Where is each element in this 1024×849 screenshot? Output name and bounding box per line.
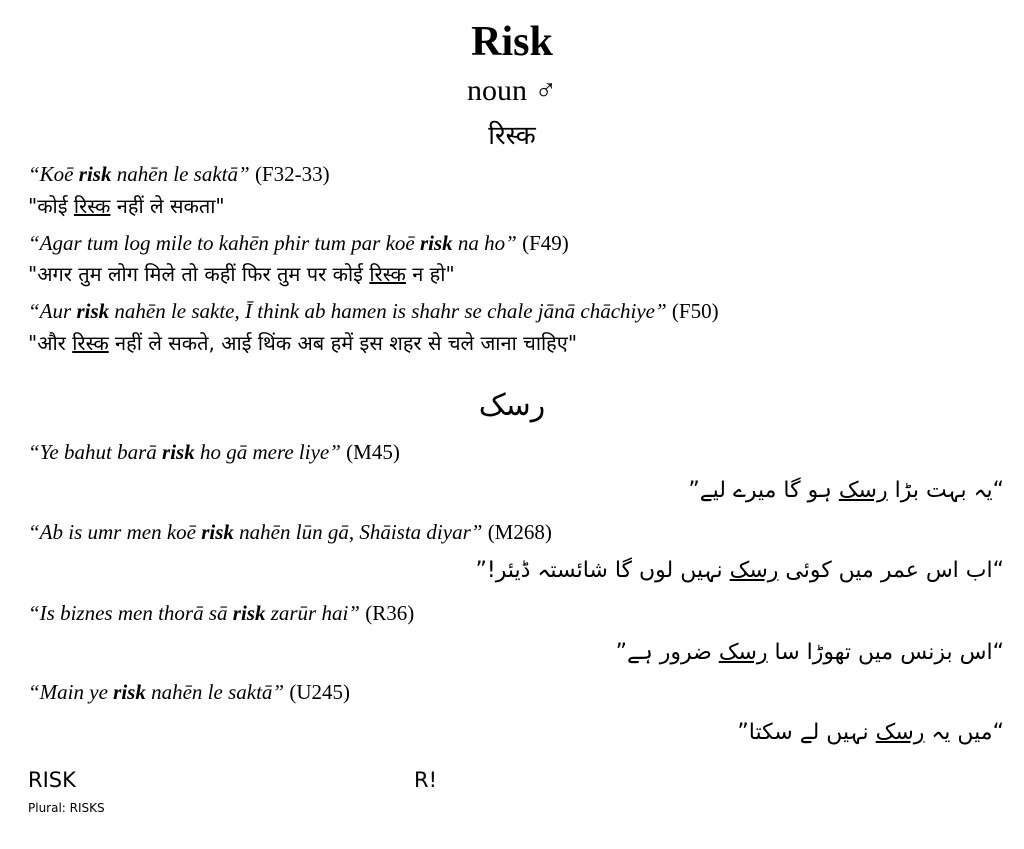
plural-label: Plural: RISKS bbox=[28, 801, 105, 815]
hindi-headword: रिस्क bbox=[488, 121, 536, 151]
gloss-label: RISK bbox=[28, 768, 76, 792]
example-roman-3: “Aur risk nahēn le sakte, Ī think ab hamen is shahr se chale jānā chāchiye” (F50) bbox=[28, 299, 719, 323]
example-urdu-2: “اب اس عمر میں کوئی رسک نہیں لوں گا شائستہ ڈیئر!” bbox=[475, 558, 1004, 583]
example-roman-4: “Ye bahut barā risk ho gā mere liye” (M45) bbox=[28, 440, 400, 464]
headword: Risk bbox=[471, 19, 553, 65]
example-roman-5: “Ab is umr men koē risk nahēn lūn gā, Shāista diyar” (M268) bbox=[28, 520, 552, 544]
gloss-code: R! bbox=[414, 768, 438, 792]
example-roman-7: “Main ye risk nahēn le saktā” (U245) bbox=[28, 680, 350, 704]
example-urdu-1: “یہ بہت بڑا رسک ہو گا میرے لیے” bbox=[688, 478, 1004, 503]
example-roman-6: “Is biznes men thorā sā risk zarūr hai” (R36) bbox=[28, 601, 415, 625]
example-urdu-3: “اس بزنس میں تھوڑا سا رسک ضرور ہے” bbox=[615, 640, 1004, 665]
urdu-headword: رسک bbox=[478, 388, 546, 423]
part-of-speech: noun ♂ bbox=[467, 74, 557, 107]
example-devanagari-3: "और रिस्क नहीं ले सकते, आई थिंक अब हमें इस शहर से चले जाना चाहिए" bbox=[28, 331, 578, 355]
example-roman-2: “Agar tum log mile to kahēn phir tum par koē risk na ho” (F49) bbox=[28, 231, 569, 255]
example-urdu-4: “میں یہ رسک نہیں لے سکتا” bbox=[737, 720, 1004, 745]
example-devanagari-2: "अगर तुम लोग मिले तो कहीं फिर तुम पर कोई रिस्क न हो" bbox=[28, 262, 455, 286]
example-devanagari-1: "कोई रिस्क नहीं ले सकता" bbox=[28, 194, 225, 218]
example-roman-1: “Koē risk nahēn le saktā” (F32-33) bbox=[28, 162, 330, 186]
